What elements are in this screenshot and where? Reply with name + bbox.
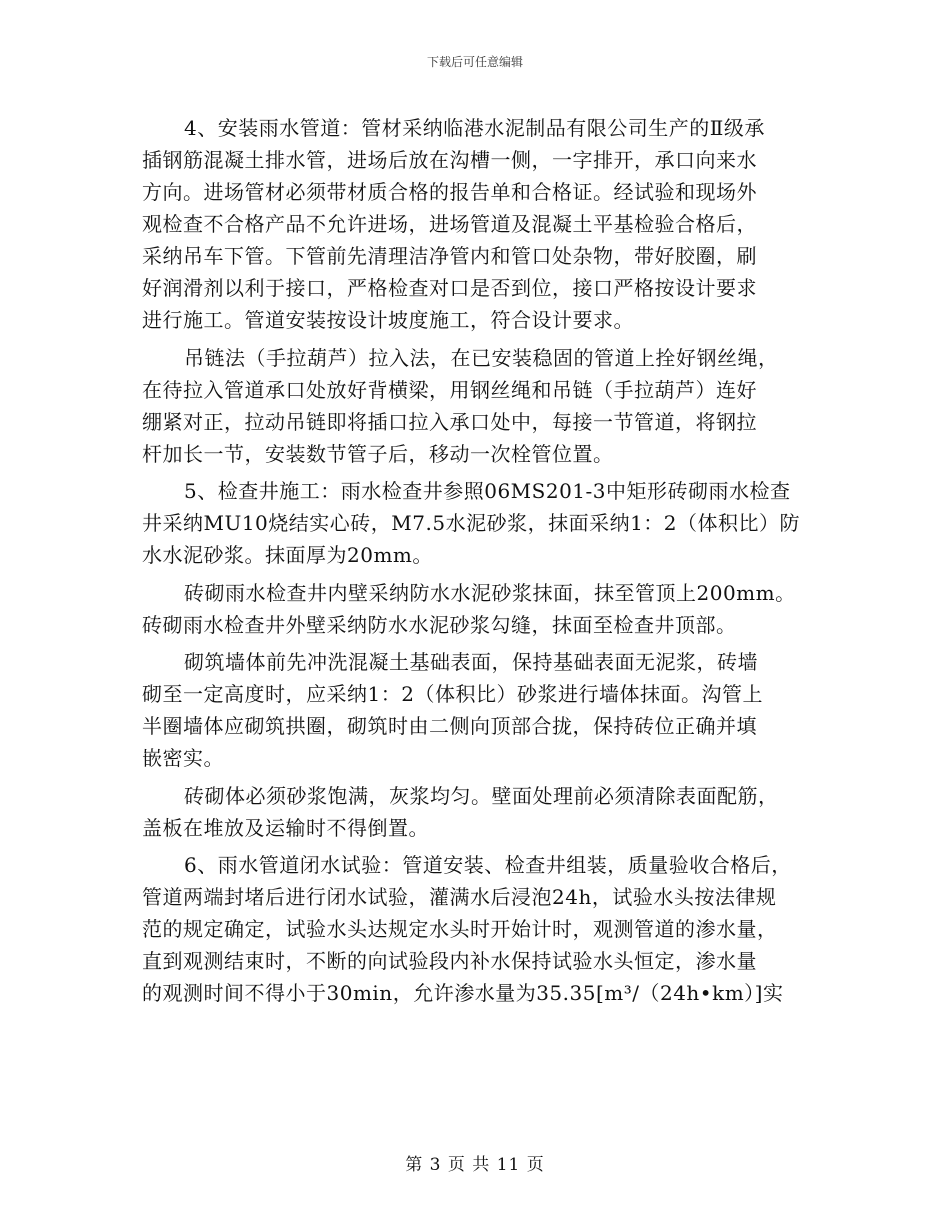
document-body [142,112,818,1015]
text-line: 井采纳MU10烧结实心砖，M7.5水泥砂浆，抹面采纳1：2（体积比）防 [142,511,801,535]
text-line: 砌筑墙体前先冲洗混凝土基础表面，保持基础表面无泥浆，砖墙 [184,650,758,674]
text-line: 的观测时间不得小于30min，允许渗水量为35.35[m³/（24h•km）]实 [142,981,784,1005]
paragraph-masonry [142,646,818,774]
text-line: 方向。进场管材必须带材质合格的报告单和合格证。经试验和现场外 [142,180,757,204]
paragraph-mortar [142,780,818,844]
text-line: 砖砌雨水检查井外壁采纳防水水泥砂浆勾缝，抹面至检查井顶部。 [142,612,737,637]
text-line: 管道两端封堵后进行闭水试验，灌满水后浸泡24h，试验水头按法律规 [142,885,777,909]
text-line: 盖板在堆放及运输时不得倒置。 [142,815,429,840]
text-line: 在待拉入管道承口处放好背横梁，用钢丝绳和吊链（手拉葫芦）连好 [142,377,757,402]
text-line: 半圈墙体应砌筑拱圈，砌筑时由二侧向顶部合拢，保持砖位正确并填 [142,714,757,738]
text-line: 好润滑剂以利于接口，严格检查对口是否到位，接口严格按设计要求 [142,276,757,300]
text-line: 4、安装雨水管道：管材采纳临港水泥制品有限公司生产的Ⅱ级承 [184,116,765,140]
text-line: 观检查不合格产品不允许进场，进场管道及混凝土平基检验合格后， [142,212,757,236]
paragraph-closed-water-test [142,849,818,1009]
text-line: 水水泥砂浆。抹面厚为20mm。 [142,543,433,567]
text-line: 6、雨水管道闭水试验：管道安装、检查井组装，质量验收合格后， [184,853,792,877]
text-line: 砖砌雨水检查井内壁采纳防水水泥砂浆抹面，抹至管顶上200mm。 [184,580,796,605]
text-line: 直到观测结束时，不断的向试验段内补水保持试验水头恒定，渗水量 [142,949,757,973]
text-line: 范的规定确定，试验水头达规定水头时开始计时，观测管道的渗水量， [142,917,778,941]
page-number: 第 3 页 共 11 页 [405,1155,545,1175]
text-line: 5、检查井施工：雨水检查井参照06MS201-3中矩形砖砌雨水检查 [184,479,791,503]
text-line: 吊链法（手拉葫芦）拉入法，在已安装稳固的管道上拴好钢丝绳， [184,345,779,370]
paragraph-manhole-walls [142,577,818,641]
text-line: 杆加长一节，安装数节管子后，移动一次栓管位置。 [142,441,614,466]
paragraph-manhole [142,475,818,571]
text-line: 砌至一定高度时，应采纳1：2（体积比）砂浆进行墙体抹面。沟管上 [142,682,763,706]
text-line: 嵌密实。 [142,746,224,770]
text-line: 绷紧对正，拉动吊链即将插口拉入承口处中，每接一节管道，将钢拉 [142,409,757,434]
text-line: 插钢筋混凝土排水管，进场后放在沟槽一侧，一字排开，承口向来水 [142,148,757,172]
text-line: 采纳吊车下管。下管前先清理洁净管内和管口处杂物，带好胶圈，刷 [142,244,757,268]
text-line: 砖砌体必须砂浆饱满，灰浆均匀。壁面处理前必须清除表面配筋， [184,783,779,808]
page-header: 下载后可任意编辑 [426,55,523,69]
paragraph-install-pipe [142,112,818,336]
paragraph-chain-hoist [142,342,818,470]
text-line: 进行施工。管道安装按设计坡度施工，符合设计要求。 [142,308,634,332]
